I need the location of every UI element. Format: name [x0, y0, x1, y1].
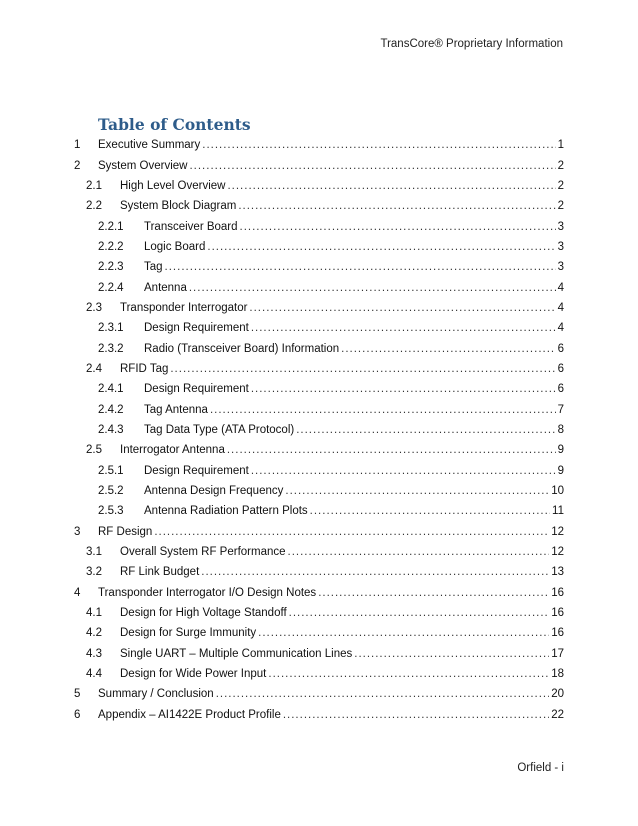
table-of-contents [74, 135, 564, 725]
toc-entry-number: 2.1 [86, 179, 102, 192]
toc-entry-number: 2.4.2 [98, 403, 124, 416]
toc-entry-body [98, 526, 564, 538]
toc-entry-title: Tag Antenna [144, 403, 208, 416]
toc-entry[interactable] [74, 562, 564, 582]
toc-entry[interactable] [74, 623, 564, 643]
toc-entry[interactable] [74, 440, 564, 460]
toc-entry[interactable] [74, 196, 564, 216]
toc-entry-number: 2.4.3 [98, 423, 124, 436]
toc-leader-dots [251, 383, 556, 395]
toc-entry[interactable] [74, 379, 564, 399]
toc-leader-dots [318, 587, 549, 599]
toc-entry[interactable] [74, 216, 564, 236]
toc-entry-page: 4 [557, 281, 564, 294]
toc-leader-dots [268, 668, 549, 680]
toc-entry-number: 2.2 [86, 200, 102, 213]
toc-entry-body [144, 322, 564, 334]
toc-entry-body [98, 139, 564, 151]
toc-entry-page: 9 [557, 444, 564, 457]
toc-entry[interactable] [74, 542, 564, 562]
toc-entry-number: 2.2.2 [98, 240, 124, 253]
toc-entry-page: 6 [557, 342, 564, 355]
toc-entry-body [120, 546, 564, 558]
toc-entry[interactable] [74, 338, 564, 358]
toc-entry-page: 12 [551, 546, 564, 559]
toc-entry-title: Tag Data Type (ATA Protocol) [144, 423, 295, 436]
toc-entry-page: 3 [557, 261, 564, 274]
toc-leader-dots [283, 709, 549, 721]
toc-leader-dots [154, 526, 549, 538]
toc-entry-title: Design for High Voltage Standoff [120, 607, 287, 620]
toc-entry[interactable] [74, 603, 564, 623]
toc-entry-body [144, 241, 564, 253]
toc-entry-number: 2.3 [86, 301, 102, 314]
toc-entry-body [144, 282, 564, 294]
toc-entry[interactable] [74, 501, 564, 521]
toc-entry[interactable] [74, 257, 564, 277]
toc-entry-number: 3 [74, 525, 81, 538]
page-footer: Orfield - i [517, 762, 564, 774]
toc-entry-body [144, 465, 564, 477]
toc-entry-page: 6 [557, 362, 564, 375]
toc-leader-dots [288, 546, 550, 558]
toc-entry-number: 2.5 [86, 444, 102, 457]
toc-entry-number: 2.4 [86, 362, 102, 375]
toc-leader-dots [201, 566, 549, 578]
toc-entry[interactable] [74, 705, 564, 725]
toc-entry-body [144, 343, 564, 355]
toc-entry-number: 2 [74, 159, 81, 172]
toc-entry-title: Logic Board [144, 240, 206, 253]
toc-entry-body [144, 221, 564, 233]
toc-leader-dots [251, 322, 556, 334]
toc-entry-page: 3 [557, 240, 564, 253]
toc-entry-number: 2.5.1 [98, 464, 124, 477]
toc-entry[interactable] [74, 237, 564, 257]
toc-entry-title: Design for Wide Power Input [120, 668, 267, 681]
toc-leader-dots [285, 485, 549, 497]
toc-entry-body [120, 648, 564, 660]
toc-entry[interactable] [74, 135, 564, 155]
toc-entry-title: RF Design [98, 525, 153, 538]
toc-entry-page: 10 [551, 485, 564, 498]
toc-entry[interactable] [74, 298, 564, 318]
toc-entry-title: Transponder Interrogator I/O Design Notes [98, 586, 317, 599]
toc-entry-body [98, 709, 564, 721]
toc-entry[interactable] [74, 461, 564, 481]
toc-leader-dots [258, 627, 549, 639]
toc-entry-body [120, 180, 564, 192]
toc-entry-body [144, 383, 564, 395]
toc-entry[interactable] [74, 684, 564, 704]
toc-entry-number: 2.5.3 [98, 505, 124, 518]
toc-entry-title: Design Requirement [144, 383, 249, 396]
toc-entry-title: Executive Summary [98, 139, 201, 152]
toc-entry-page: 9 [557, 464, 564, 477]
toc-entry-title: Antenna Design Frequency [144, 485, 284, 498]
toc-leader-dots [341, 343, 555, 355]
toc-leader-dots [238, 200, 555, 212]
toc-entry-page: 2 [557, 179, 564, 192]
toc-entry-title: Tag [144, 261, 163, 274]
toc-entry-page: 4 [557, 322, 564, 335]
toc-entry-page: 6 [557, 383, 564, 396]
toc-leader-dots [310, 505, 550, 517]
toc-entry-title: Appendix – AI1422E Product Profile [98, 708, 281, 721]
toc-entry-page: 11 [552, 505, 564, 518]
toc-entry-body [120, 627, 564, 639]
toc-entry-number: 4.3 [86, 647, 102, 660]
toc-entry-page: 16 [551, 607, 564, 620]
toc-entry-title: Design Requirement [144, 464, 249, 477]
toc-entry-title: Design Requirement [144, 322, 249, 335]
toc-entry-title: RFID Tag [120, 362, 169, 375]
toc-entry-body [144, 505, 564, 517]
toc-entry[interactable] [74, 318, 564, 338]
toc-entry-number: 4.1 [86, 607, 102, 620]
toc-entry-title: Radio (Transceiver Board) Information [144, 342, 340, 355]
toc-entry-body [120, 200, 564, 212]
toc-entry[interactable] [74, 155, 564, 175]
toc-leader-dots [210, 404, 556, 416]
toc-leader-dots [289, 607, 550, 619]
toc-entry-body [98, 688, 564, 700]
toc-leader-dots [202, 139, 555, 151]
toc-entry-page: 2 [557, 200, 564, 213]
toc-leader-dots [189, 282, 556, 294]
toc-entry-number: 5 [74, 688, 81, 701]
toc-entry-title: Transceiver Board [144, 220, 238, 233]
toc-leader-dots [189, 160, 555, 172]
toc-leader-dots [296, 424, 555, 436]
toc-entry-page: 8 [557, 423, 564, 436]
toc-leader-dots [240, 221, 556, 233]
toc-entry[interactable] [74, 176, 564, 196]
toc-entry-body [120, 302, 564, 314]
toc-entry-number: 3.2 [86, 566, 102, 579]
toc-entry-page: 12 [551, 525, 564, 538]
toc-entry-body [120, 444, 564, 456]
toc-entry-page: 4 [557, 301, 564, 314]
toc-entry-number: 2.3.1 [98, 322, 124, 335]
toc-entry-title: Interrogator Antenna [120, 444, 225, 457]
toc-entry[interactable] [74, 420, 564, 440]
toc-entry-number: 2.2.1 [98, 220, 124, 233]
toc-entry-body [120, 668, 564, 680]
toc-entry-page: 13 [551, 566, 564, 579]
page-header: TransCore® Proprietary Information [380, 38, 563, 50]
toc-entry-page: 3 [557, 220, 564, 233]
toc-entry-title: Antenna [144, 281, 187, 294]
toc-entry-page: 7 [557, 403, 564, 416]
toc-entry-number: 3.1 [86, 546, 102, 559]
toc-entry-body [120, 566, 564, 578]
toc-entry-number: 1 [74, 139, 81, 152]
toc-entry-number: 4.2 [86, 627, 102, 640]
toc-entry-title: Single UART – Multiple Communication Lines [120, 647, 353, 660]
toc-entry-page: 16 [551, 586, 564, 599]
toc-entry-page: 20 [551, 688, 564, 701]
toc-leader-dots [207, 241, 555, 253]
toc-entry-body [120, 363, 564, 375]
toc-entry-title: High Level Overview [120, 179, 226, 192]
toc-entry[interactable] [74, 522, 564, 542]
toc-leader-dots [227, 444, 556, 456]
toc-entry-title: System Block Diagram [120, 200, 237, 213]
toc-leader-dots [249, 302, 555, 314]
toc-entry[interactable] [74, 583, 564, 603]
toc-entry[interactable] [74, 277, 564, 297]
toc-entry-body [144, 261, 564, 273]
toc-entry-title: Transponder Interrogator [120, 301, 248, 314]
toc-entry-body [98, 160, 564, 172]
toc-entry-title: Overall System RF Performance [120, 546, 286, 559]
toc-leader-dots [227, 180, 555, 192]
toc-entry-title: System Overview [98, 159, 188, 172]
toc-entry-title: RF Link Budget [120, 566, 200, 579]
toc-entry-body [98, 587, 564, 599]
toc-leader-dots [170, 363, 555, 375]
toc-entry-body [120, 607, 564, 619]
toc-entry-page: 17 [551, 647, 564, 660]
toc-entry-number: 2.5.2 [98, 485, 124, 498]
toc-entry-title: Antenna Radiation Pattern Plots [144, 505, 308, 518]
toc-entry-page: 22 [551, 708, 564, 721]
toc-entry-number: 2.2.3 [98, 261, 124, 274]
toc-entry-title: Summary / Conclusion [98, 688, 214, 701]
toc-entry[interactable] [74, 359, 564, 379]
toc-entry-number: 4.4 [86, 668, 102, 681]
toc-leader-dots [165, 261, 556, 273]
toc-entry-body [144, 424, 564, 436]
toc-entry-number: 2.4.1 [98, 383, 124, 396]
toc-entry-page: 18 [551, 668, 564, 681]
toc-entry-number: 2.2.4 [98, 281, 124, 294]
toc-leader-dots [251, 465, 556, 477]
toc-entry-number: 4 [74, 586, 81, 599]
toc-entry[interactable] [74, 481, 564, 501]
toc-entry-body [144, 485, 564, 497]
toc-entry-page: 2 [557, 159, 564, 172]
toc-leader-dots [216, 688, 550, 700]
toc-entry-body [144, 404, 564, 416]
toc-entry-number: 2.3.2 [98, 342, 124, 355]
toc-entry-page: 1 [557, 139, 564, 152]
toc-heading: Table of Contents [98, 115, 251, 134]
toc-entry[interactable] [74, 399, 564, 419]
toc-entry-number: 6 [74, 708, 81, 721]
toc-entry-title: Design for Surge Immunity [120, 627, 257, 640]
toc-entry[interactable] [74, 664, 564, 684]
toc-entry-page: 16 [551, 627, 564, 640]
toc-leader-dots [354, 648, 549, 660]
toc-entry[interactable] [74, 644, 564, 664]
